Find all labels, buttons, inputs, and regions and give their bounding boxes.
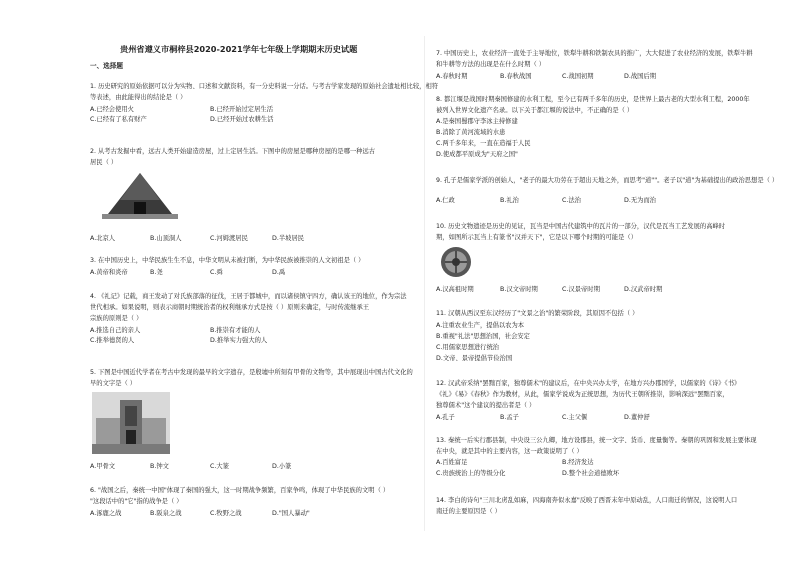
question-7-option-b: B.春秋战国 [500,73,532,80]
question-9-text: 9. 孔子是儒家学派的创始人，"老子的最大功劳在于超出天地之外，而思考"道""。老子以"道"为基础提出的政治思想是（ ） [436,177,779,184]
question-11-option-a: A.注重农业生产，提倡以农为本 [436,322,525,329]
question-12-text: 12. 汉武帝采纳"罢黜百家，独尊儒术"的建议后，在中央兴办太学，在地方兴办郡国学，以儒家的《诗》《书》 [436,380,741,387]
question-7-option-d: D.战国后期 [624,73,657,80]
question-4-option-c: C.推举德贤的人 [90,337,135,344]
question-2-text: 居民（ ） [90,159,118,166]
question-3-option-a: A.黄帝和炎帝 [90,269,128,276]
question-7-text: 和牛耕等方法的出现是在什么时期（ ） [436,61,546,68]
question-13-option-d: D.整个社会道德败坏 [562,470,620,477]
question-9-option-b: B.礼治 [500,197,519,204]
question-3-option-d: D.禹 [272,269,286,276]
question-1-option-b: B.已经开始过定居生活 [210,106,273,113]
question-12-option-b: B.孟子 [500,414,519,421]
question-8-option-a: A.是秦国蜀郡守李冰主持修建 [436,118,518,125]
question-1-option-c: C.已经有了私有财产 [90,116,147,123]
question-13-option-a: A.百姓富足 [436,459,468,466]
question-5-option-a: A.甲骨文 [90,463,116,470]
question-2-option-a: A.北京人 [90,235,116,242]
question-9-option-a: A.仁政 [436,197,455,204]
museum-image [92,392,170,454]
question-4-option-a: A.推选自己的亲人 [90,327,141,334]
question-2-text: 2. 从考古发掘中看，远古人类开始建造房屋，过上定居生活。下图中的房屋是哪种房屋的是哪一种远古 [90,148,376,155]
tile-image [438,245,474,279]
question-10-option-c: C.汉景帝时期 [562,286,600,293]
question-4-option-b: B.推崇有才能的人 [210,327,261,334]
question-6-text: 6. "战国之后，秦统一中国"体现了秦国的强大，这一时期战争频繁，百家争鸣，体现了中华民族的文明（ ） [90,487,390,494]
question-5-text: 5. 下图是中国近代学者在考古中发现的最早的文字遗存，是殷墟中所刻有甲骨的文物等，其中展现出中国古代文化的 [90,369,413,376]
question-5-option-c: C.大篆 [210,463,229,470]
question-12-option-c: C.主父偃 [562,414,588,421]
column-divider [424,36,425,531]
question-1-text: 1. 历史研究的原始依据可以分为实物、口述和文献资料，有一分史料说一分话。与考古学家发现的原始社会遗址相比较，相符 [90,83,439,90]
question-7-text: 7. 中国历史上，农业经济一直处于主导地位，铁犁牛耕和铁制农具的推广，大大促进了农业经济的发展，铁犁牛耕 [436,50,753,57]
question-12-option-d: D.董仲舒 [624,414,650,421]
question-13-text: 在中央，就是其中的主要内容，这一政策说明了（ ） [436,448,583,455]
question-8-option-d: D.使成都平原成为"天府之国" [436,151,518,158]
question-10-text: 期，如图所示瓦当上有篆书"汉并天下"，它是以下哪个时期的可能是（） [436,234,637,241]
question-5-option-d: D.小篆 [272,463,292,470]
question-9-option-d: D.无为而治 [624,197,657,204]
question-11-text: 11. 汉朝从西汉至东汉经历了"文景之治"的繁荣阶段，其原因不包括（ ） [436,310,639,317]
question-6-option-c: C.牧野之战 [210,510,242,517]
question-5-text: 早的文字是（ ） [90,380,137,387]
question-3-option-b: B.尧 [150,269,163,276]
question-8-option-b: B.消除了黄河流域的水患 [436,129,506,136]
question-6-option-d: D."国人暴动" [272,510,310,517]
question-10-option-a: A.汉高祖时期 [436,286,474,293]
question-12-option-a: A.孔子 [436,414,455,421]
question-5-option-b: B.钟文 [150,463,169,470]
question-10-text: 10. 历史文物遗迹是历史的见证，瓦当是中国古代建筑中的瓦片的一部分，汉代是瓦当工艺发展的高峰时 [436,223,726,230]
question-6-option-b: B.阪泉之战 [150,510,182,517]
question-1-text: 等表述，由此能得出的结论是（ ） [90,94,187,101]
question-1-option-a: A.已经会使用火 [90,106,134,113]
question-12-text: 《礼》《易》《春秋》作为教材，从此，儒家学说成为正统思想，为历代王朝所推崇，影响深远"罢黜百家， [436,391,729,398]
question-12-text: 独尊儒术"这个建议的提出者是（ ） [436,402,536,409]
question-3-text: 3. 在中国历史上，中华民族生生不息，中华文明从未被打断，为中华民族被推崇的人文初祖是（ ） [90,257,365,264]
question-4-option-d: D.推举实力强大的人 [210,337,268,344]
question-2-option-d: D.半坡居民 [272,235,305,242]
question-6-text: "这段话中的"它"指的战争是（ ） [90,498,183,505]
question-13-option-c: C.贵族统治上的等级分化 [436,470,506,477]
question-11-option-c: C.用儒家思想进行统治 [436,344,500,351]
question-9-option-c: C.法治 [562,197,581,204]
question-7-option-a: A.春秋时期 [436,73,468,80]
page-title: 贵州省遵义市桐梓县2020-2021学年七年级上学期期末历史试题 [120,44,358,54]
question-4-text: 4. 《礼记》记载，商王发动了对氏族部落的征伐，王居于都城中，而以诸侯镇守四方，确认该王的地位，作为宗法 [90,293,407,300]
question-7-option-c: C.战国初期 [562,73,594,80]
question-13-option-b: B.经济发达 [562,459,594,466]
question-4-text: 宗族的原则是（ ） [90,315,143,322]
question-8-text: 被列入世界文化遗产名录。以下关于都江堰的说法中，不正确的是（ ） [436,107,634,114]
question-10-option-d: D.汉武帝时期 [624,286,663,293]
question-4-text: 世代相承。如果说明，则表示商朝时期统治者的权利继承方式是按（ ）原则来确定，与时传流继承王 [90,304,370,311]
question-10-option-b: B.汉文帝时期 [500,286,538,293]
question-2-option-b: B.山顶洞人 [150,235,182,242]
question-11-option-d: D.文帝、景帝提倡节俭治国 [436,355,513,362]
section-heading: 一、选择题 [90,62,123,70]
hut-image [100,170,180,222]
question-13-text: 13. 秦统一后实行郡县制，中央设三公九卿，地方设郡县，统一文字、货币、度量衡等。秦朝的巩固和发展主要体现 [436,437,757,444]
question-8-option-c: C.两千多年来，一直在造福于人民 [436,140,531,147]
question-14-text: 南迁的主要原因是（ ） [436,508,501,515]
question-3-option-c: C.舜 [210,269,223,276]
question-8-text: 8. 都江堰是战国时期秦国修建的水利工程，至今已有两千多年的历史，是世界上最古老的大型水利工程，2000年 [436,96,750,103]
question-2-option-c: C.河姆渡居民 [210,235,248,242]
question-1-option-d: D.已经开始过农耕生活 [210,116,274,123]
question-11-option-b: B.重视"礼法"思想治国，社会安定 [436,333,530,340]
question-14-text: 14. 李白的诗句"三川北虏乱如麻，四海南奔似永嘉"反映了西晋末年中原动乱，人口南迁的情况，这说明人口 [436,497,738,504]
question-6-option-a: A.涿鹿之战 [90,510,122,517]
